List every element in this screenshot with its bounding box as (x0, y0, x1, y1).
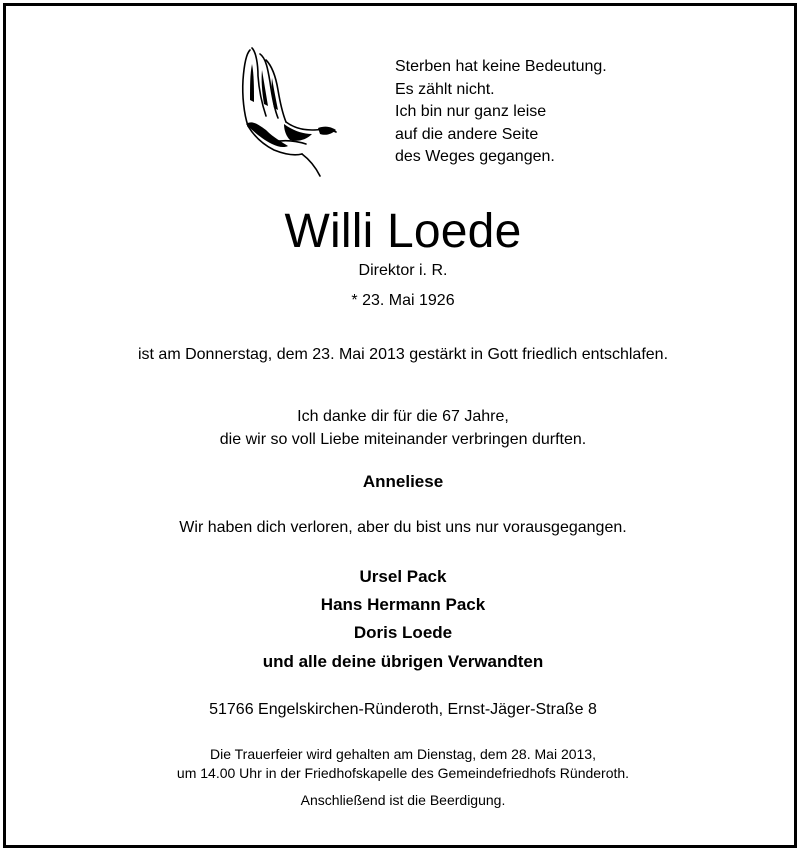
family-name: Ursel Pack (359, 567, 447, 586)
deceased-title: Direktor i. R. (358, 262, 448, 279)
poem-line: Ich bin nur ganz leise (395, 103, 547, 121)
funeral-line: Die Trauerfeier wird gehalten am Dienstag, dem 28. Mai 2013, (210, 746, 596, 762)
spouse-message-line: die wir so voll Liebe miteinander verbringen durften. (219, 431, 587, 448)
spouse-name: Anneliese (362, 472, 444, 491)
death-notice: ist am Donnerstag, dem 23. Mai 2013 gestärkt in Gott friedlich entschlafen. (137, 346, 669, 363)
funeral-line: um 14.00 Uhr in der Friedhofskapelle des Gemeindefriedhofs Ründeroth. (176, 765, 630, 781)
praying-hands-icon (232, 44, 342, 178)
poem-line: Sterben hat keine Bedeutung. (395, 58, 607, 75)
spouse-message-line: Ich danke dir für die 67 Jahre, (297, 408, 509, 425)
family-name: Doris Loede (353, 623, 453, 642)
burial-note: Anschließend ist die Beerdigung. (300, 792, 506, 808)
family-name: und alle deine übrigen Verwandten (262, 652, 544, 671)
birth-date: * 23. Mai 1926 (351, 292, 455, 309)
deceased-name: Willi Loede (284, 205, 522, 258)
poem-line: auf die andere Seite (395, 125, 539, 143)
poem-line: des Weges gegangen. (395, 148, 555, 166)
family-name: Hans Hermann Pack (320, 595, 486, 614)
address: 51766 Engelskirchen-Ründeroth, Ernst-Jäger-Straße 8 (209, 701, 597, 718)
poem-line: Es zählt nicht. (395, 80, 495, 98)
family-message: Wir haben dich verloren, aber du bist uns nur vorausgegangen. (179, 519, 627, 536)
obituary-frame (3, 3, 797, 848)
poem-verse (395, 56, 607, 169)
